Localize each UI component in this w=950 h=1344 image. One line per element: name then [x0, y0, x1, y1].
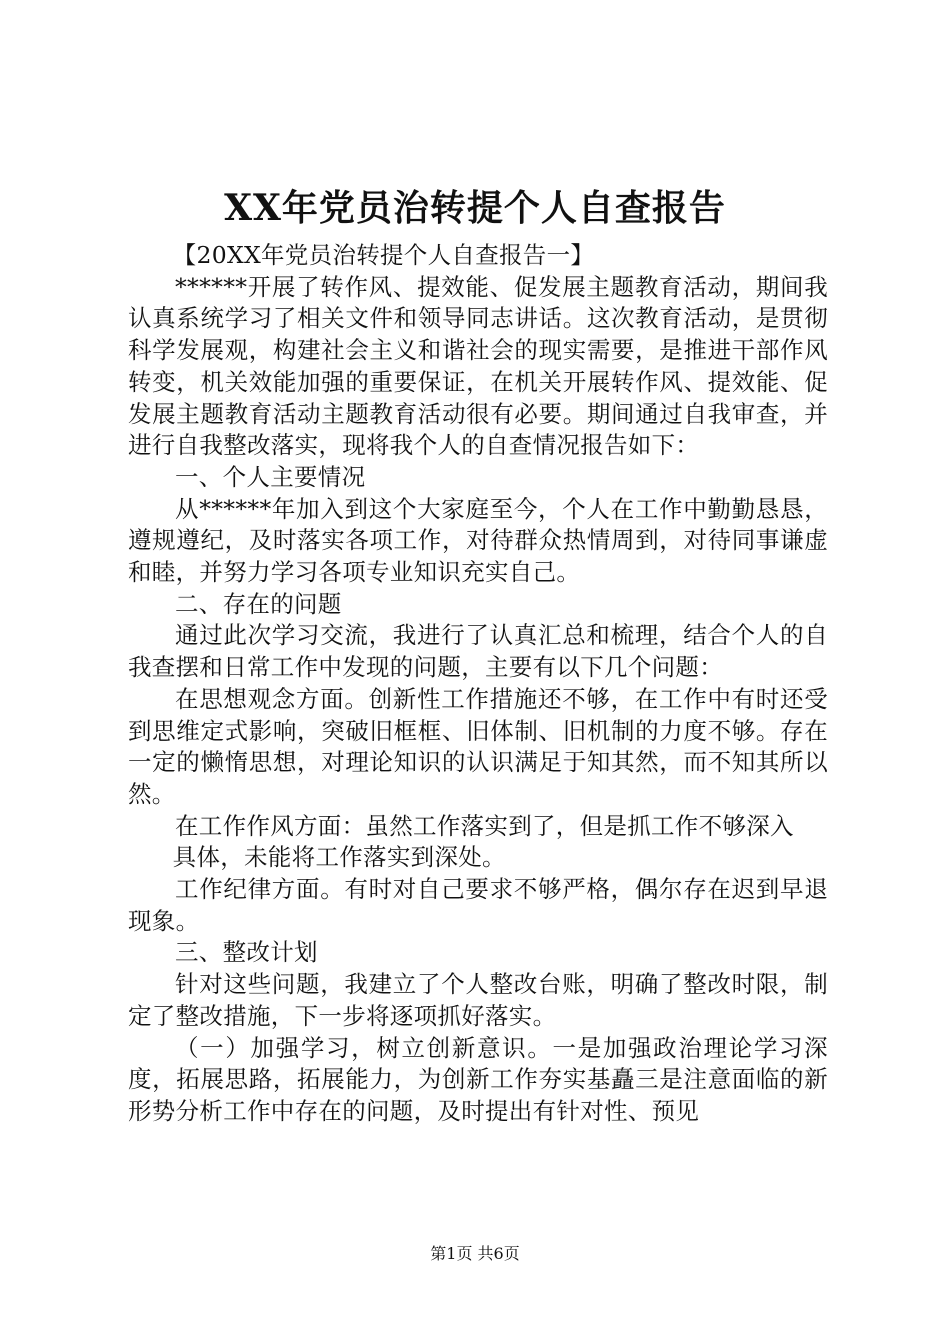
- document-body: [128, 240, 828, 1128]
- problems-intro-paragraph: 通过此次学习交流，我进行了认真汇总和梳理，结合个人的自我查摆和日常工作中发现的问题，主要有以下几个问题：: [128, 621, 828, 682]
- page-title: XX年党员治转提个人自查报告: [224, 187, 726, 229]
- plan-intro-paragraph: 针对这些问题，我建立了个人整改台账，明确了整改时限，制定了整改措施，下一步将逐项抓好落实。: [128, 970, 828, 1030]
- subtitle-paragraph: 【20XX年党员治转提个人自查报告一】: [172, 241, 595, 269]
- section-heading-1: 一、个人主要情况: [175, 462, 366, 491]
- problem-discipline-paragraph: 工作纪律方面。有时对自己要求不够严格，偶尔存在迟到早退现象。: [128, 875, 828, 935]
- plan-item-1-paragraph: （一）加强学习，树立创新意识。一是加强政治理论学习深度，拓展思路，拓展能力，为创新工作夯实基矗三是注意面临的新形势分析工作中存在的问题，及时提出有针对性、预见: [128, 1033, 828, 1125]
- problem-thinking-paragraph: 在思想观念方面。创新性工作措施还不够，在工作中有时还受到思维定式影响，突破旧框框、旧体制、旧机制的力度不够。存在一定的懒惰思想，对理论知识的认识满足于知其然，而不知其所以然。: [128, 684, 828, 808]
- page-footer: 第1页 共6页: [430, 1244, 520, 1263]
- section-heading-3: 三、整改计划: [175, 938, 318, 967]
- intro-paragraph: ******开展了转作风、提效能、促发展主题教育活动，期间我认真系统学习了相关文件和领导同志讲话。这次教育活动，是贯彻科学发展观，构建社会主义和谐社会的现实需要，是推进干部作风转变，机关效能加强的重要保证，在机关开展转作风、提效能、促发展主题教育活动主题教育活动很有必要。期间通过自我审查，并进行自我整改落实，现将我个人的自查情况报告如下：: [128, 272, 828, 460]
- problem-style-paragraph: 在工作作风方面：虽然工作落实到了，但是抓工作不够深入: [175, 811, 794, 840]
- section-paragraph-1: 从******年加入到这个大家庭至今，个人在工作中勤勤恳恳，遵规遵纪，及时落实各项工作，对待群众热情周到，对待同事谦虚和睦，并努力学习各项专业知识充实自己。: [128, 494, 828, 587]
- section-heading-2: 二、存在的问题: [175, 589, 342, 618]
- problem-style-continued: 具体，未能将工作落实到深处。: [172, 843, 506, 872]
